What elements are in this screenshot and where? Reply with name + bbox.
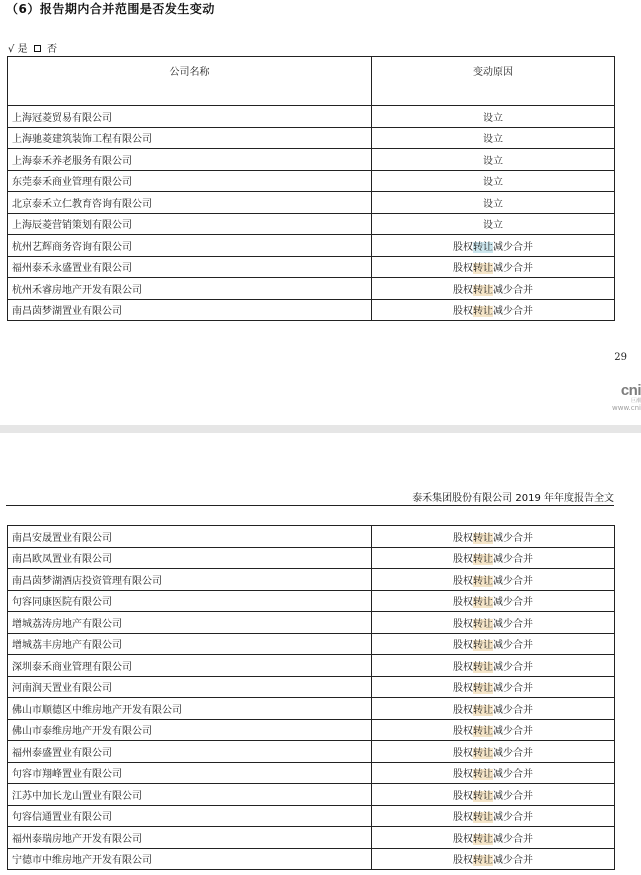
watermark-subtitle: 巨潮 <box>630 398 641 404</box>
reason-prefix: 股权 <box>453 241 473 253</box>
table-row <box>8 655 615 677</box>
change-reason-header: 变动原因 <box>372 57 615 106</box>
company-name-cell: 东莞泰禾商业管理有限公司 <box>8 170 372 192</box>
change-reason-cell <box>372 299 615 321</box>
page-separator <box>0 425 641 433</box>
table-row <box>8 698 615 720</box>
change-reason-cell <box>372 256 615 278</box>
company-name-cell: 宁德市中维房地产开发有限公司 <box>8 848 372 870</box>
table-row <box>8 192 615 214</box>
reason-suffix: 减少合并 <box>493 790 533 802</box>
table-header-row <box>8 57 615 106</box>
company-name-cell: 上海泰禾养老服务有限公司 <box>8 149 372 171</box>
running-header: 泰禾集团股份有限公司 2019 年年度报告全文 <box>412 493 614 504</box>
company-name-cell: 增城荔丰房地产有限公司 <box>8 633 372 655</box>
reason-highlight: 转让 <box>473 683 493 695</box>
reason-suffix: 减少合并 <box>493 833 533 845</box>
company-name-cell: 深圳泰禾商业管理有限公司 <box>8 655 372 677</box>
change-reason-cell <box>372 612 615 634</box>
reason-suffix: 减少合并 <box>493 769 533 781</box>
table-row <box>8 149 615 171</box>
reason-suffix: 减少合并 <box>493 855 533 867</box>
section-heading: （6）报告期内合并范围是否发生变动 <box>6 2 215 16</box>
table-row <box>8 762 615 784</box>
reason-prefix: 股权 <box>453 532 473 544</box>
table-row <box>8 106 615 128</box>
reason-prefix: 股权 <box>453 284 473 296</box>
change-reason-cell: 设立 <box>372 192 615 214</box>
reason-prefix: 股权 <box>453 554 473 566</box>
reason-highlight: 转让 <box>473 532 493 544</box>
reason-suffix: 减少合并 <box>493 747 533 759</box>
company-name-cell: 上海辰菱营销策划有限公司 <box>8 213 372 235</box>
table-row <box>8 213 615 235</box>
company-name-cell: 句容同康医院有限公司 <box>8 590 372 612</box>
reason-highlight: 转让 <box>473 790 493 802</box>
reason-prefix: 股权 <box>453 640 473 652</box>
reason-prefix: 股权 <box>453 704 473 716</box>
reason-highlight: 转让 <box>473 812 493 824</box>
reason-prefix: 股权 <box>453 263 473 275</box>
company-name-cell: 句容信通置业有限公司 <box>8 805 372 827</box>
change-reason-cell <box>372 655 615 677</box>
reason-highlight: 转让 <box>473 704 493 716</box>
reason-prefix: 股权 <box>453 661 473 673</box>
company-name-cell: 佛山市顺德区中维房地产开发有限公司 <box>8 698 372 720</box>
change-reason-cell <box>372 762 615 784</box>
company-name-cell: 河南润天置业有限公司 <box>8 676 372 698</box>
change-reason-cell: 设立 <box>372 106 615 128</box>
table-row <box>8 676 615 698</box>
company-name-cell: 句容市翔峰置业有限公司 <box>8 762 372 784</box>
reason-suffix: 减少合并 <box>493 554 533 566</box>
consolidation-changes-table-continued <box>7 525 615 870</box>
table-row <box>8 299 615 321</box>
reason-suffix: 减少合并 <box>493 532 533 544</box>
change-reason-cell <box>372 827 615 849</box>
reason-suffix: 减少合并 <box>493 683 533 695</box>
reason-suffix: 减少合并 <box>493 241 533 253</box>
watermark <box>612 383 641 412</box>
no-option-label: 否 <box>46 44 57 55</box>
reason-prefix: 股权 <box>453 726 473 738</box>
table-row <box>8 547 615 569</box>
table-row <box>8 590 615 612</box>
reason-prefix: 股权 <box>453 306 473 318</box>
change-reason-cell: 设立 <box>372 170 615 192</box>
change-reason-cell <box>372 741 615 763</box>
table-row <box>8 848 615 870</box>
company-name-cell: 杭州禾睿房地产开发有限公司 <box>8 278 372 300</box>
reason-prefix: 股权 <box>453 683 473 695</box>
reason-highlight: 转让 <box>473 747 493 759</box>
watermark-url: www.cni <box>612 404 641 412</box>
table-row <box>8 805 615 827</box>
company-name-cell: 上海驰菱建筑装饰工程有限公司 <box>8 127 372 149</box>
change-reason-cell: 设立 <box>372 127 615 149</box>
table-row <box>8 256 615 278</box>
reason-prefix: 股权 <box>453 769 473 781</box>
reason-suffix: 减少合并 <box>493 575 533 587</box>
company-name-cell: 杭州艺辉商务咨询有限公司 <box>8 235 372 257</box>
scope-change-options <box>8 40 57 55</box>
reason-highlight: 转让 <box>473 640 493 652</box>
table-row <box>8 784 615 806</box>
company-name-cell: 上海冠菱贸易有限公司 <box>8 106 372 128</box>
table-row <box>8 235 615 257</box>
change-reason-cell <box>372 547 615 569</box>
reason-prefix: 股权 <box>453 790 473 802</box>
change-reason-cell: 设立 <box>372 213 615 235</box>
reason-highlight: 转让 <box>473 726 493 738</box>
reason-highlight: 转让 <box>473 306 493 318</box>
table-row <box>8 278 615 300</box>
reason-highlight: 转让 <box>473 554 493 566</box>
change-reason-cell <box>372 698 615 720</box>
reason-prefix: 股权 <box>453 833 473 845</box>
reason-highlight: 转让 <box>473 241 493 253</box>
company-name-cell: 福州泰禾永盛置业有限公司 <box>8 256 372 278</box>
page-number: 29 <box>614 352 627 363</box>
reason-highlight: 转让 <box>473 833 493 845</box>
company-name-cell: 增城荔涛房地产有限公司 <box>8 612 372 634</box>
reason-suffix: 减少合并 <box>493 661 533 673</box>
table-row <box>8 633 615 655</box>
reason-suffix: 减少合并 <box>493 812 533 824</box>
change-reason-cell <box>372 526 615 548</box>
company-name-cell: 福州泰盛置业有限公司 <box>8 741 372 763</box>
reason-suffix: 减少合并 <box>493 618 533 630</box>
company-name-header: 公司名称 <box>8 57 372 106</box>
company-name-cell: 南昌欧凤置业有限公司 <box>8 547 372 569</box>
table-row <box>8 827 615 849</box>
consolidation-changes-table <box>7 56 615 321</box>
change-reason-cell <box>372 590 615 612</box>
reason-suffix: 减少合并 <box>493 704 533 716</box>
table-row <box>8 719 615 741</box>
company-name-cell: 南昌茵梦湖置业有限公司 <box>8 299 372 321</box>
unchecked-box-icon <box>34 45 41 52</box>
reason-highlight: 转让 <box>473 769 493 781</box>
reason-suffix: 减少合并 <box>493 726 533 738</box>
change-reason-cell <box>372 569 615 591</box>
reason-highlight: 转让 <box>473 618 493 630</box>
table-row <box>8 526 615 548</box>
reason-prefix: 股权 <box>453 618 473 630</box>
company-name-cell: 佛山市泰维房地产开发有限公司 <box>8 719 372 741</box>
reason-highlight: 转让 <box>473 661 493 673</box>
change-reason-cell <box>372 848 615 870</box>
reason-highlight: 转让 <box>473 575 493 587</box>
change-reason-cell <box>372 719 615 741</box>
company-name-cell: 南昌安晟置业有限公司 <box>8 526 372 548</box>
reason-prefix: 股权 <box>453 747 473 759</box>
reason-suffix: 减少合并 <box>493 640 533 652</box>
change-reason-cell <box>372 278 615 300</box>
reason-highlight: 转让 <box>473 597 493 609</box>
reason-suffix: 减少合并 <box>493 306 533 318</box>
reason-prefix: 股权 <box>453 597 473 609</box>
reason-highlight: 转让 <box>473 855 493 867</box>
reason-prefix: 股权 <box>453 812 473 824</box>
change-reason-cell: 设立 <box>372 149 615 171</box>
report-page-29 <box>0 0 641 425</box>
table-row <box>8 127 615 149</box>
change-reason-cell <box>372 676 615 698</box>
table-row <box>8 741 615 763</box>
reason-suffix: 减少合并 <box>493 597 533 609</box>
change-reason-cell <box>372 805 615 827</box>
change-reason-cell <box>372 235 615 257</box>
yes-option-label: 是 <box>17 44 28 55</box>
header-rule <box>6 505 614 506</box>
company-name-cell: 江苏中加长龙山置业有限公司 <box>8 784 372 806</box>
table-row <box>8 170 615 192</box>
table-row <box>8 612 615 634</box>
company-name-cell: 福州泰瑞房地产开发有限公司 <box>8 827 372 849</box>
table-row <box>8 569 615 591</box>
company-name-cell: 北京泰禾立仁教育咨询有限公司 <box>8 192 372 214</box>
reason-highlight: 转让 <box>473 263 493 275</box>
reason-suffix: 减少合并 <box>493 263 533 275</box>
reason-highlight: 转让 <box>473 284 493 296</box>
change-reason-cell <box>372 633 615 655</box>
reason-suffix: 减少合并 <box>493 284 533 296</box>
reason-prefix: 股权 <box>453 855 473 867</box>
company-name-cell: 南昌茵梦湖酒店投资管理有限公司 <box>8 569 372 591</box>
checked-mark-icon: √ <box>8 44 15 55</box>
watermark-logo: cni <box>620 382 641 399</box>
change-reason-cell <box>372 784 615 806</box>
reason-prefix: 股权 <box>453 575 473 587</box>
